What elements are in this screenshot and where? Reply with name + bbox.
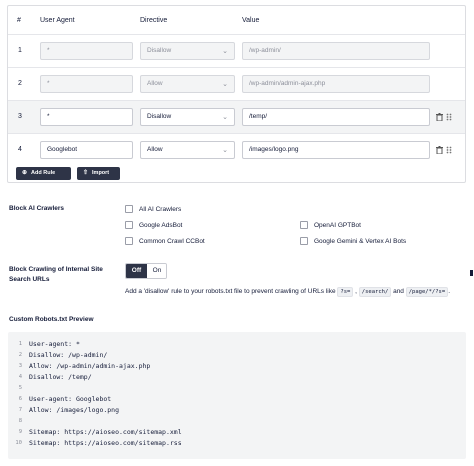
value-input[interactable]: /wp-admin/admin-ajax.php <box>242 75 430 93</box>
preview-line: 3 Allow: /wp-admin/admin-ajax.php <box>18 362 151 370</box>
edge-marker <box>470 270 473 276</box>
checkbox-icon <box>300 237 308 245</box>
row-number: 2 <box>18 80 22 87</box>
checkbox-icon <box>300 221 308 229</box>
checkbox-all-ai-crawlers[interactable]: All AI Crawlers <box>125 205 181 213</box>
directive-select[interactable]: Disallow ⌄ <box>140 42 235 60</box>
checkbox-icon <box>125 237 133 245</box>
user-agent-input[interactable]: Googlebot <box>40 141 133 159</box>
chevron-down-icon: ⌄ <box>222 114 228 121</box>
block-internal-search-label: Block Crawling of Internal Site <box>9 266 103 273</box>
col-directive-header: Directive <box>140 17 168 24</box>
directive-select[interactable]: Allow ⌄ <box>140 75 235 93</box>
preview-line: 10 Sitemap: https://aioseo.com/sitemap.rss <box>15 439 182 447</box>
drag-handle-icon[interactable] <box>446 113 452 123</box>
checkbox-google-gemini[interactable]: Google Gemini & Vertex AI Bots <box>300 237 406 245</box>
code-snippet: /page/*/?s= <box>406 287 448 297</box>
directive-select[interactable]: Allow ⌄ <box>140 141 235 159</box>
chevron-down-icon: ⌄ <box>222 81 228 88</box>
user-agent-input[interactable]: * <box>40 108 133 126</box>
table-header <box>8 6 465 35</box>
plus-circle-icon: ⊕ <box>22 170 28 176</box>
robots-rules-table <box>7 5 466 183</box>
preview-line: 5 <box>18 385 22 391</box>
drag-handle-icon[interactable] <box>446 146 452 156</box>
col-value-header: Value <box>242 17 260 24</box>
checkbox-google-adsbot[interactable]: Google AdsBot <box>125 221 182 229</box>
user-agent-input[interactable]: * <box>40 75 133 93</box>
internal-search-toggle[interactable] <box>125 263 167 279</box>
code-snippet: /search/ <box>359 287 392 297</box>
import-button[interactable]: ⇧ Import <box>77 167 120 180</box>
upload-icon: ⇧ <box>83 170 89 176</box>
checkbox-openai-gptbot[interactable]: OpenAI GPTBot <box>300 221 361 229</box>
internal-search-help: Add a 'disallow' rule to your robots.txt file to prevent crawling of URLs like ?s= , /search/ and /page/*/?s= . <box>125 288 450 295</box>
toggle-off-option[interactable]: Off <box>126 264 147 278</box>
table-row <box>8 35 465 68</box>
toggle-on-option[interactable]: On <box>147 264 167 278</box>
preview-line: 8 <box>18 418 22 424</box>
row-number: 4 <box>18 146 22 153</box>
value-input[interactable]: /temp/ <box>242 108 430 126</box>
table-row <box>8 134 465 167</box>
col-user-agent-header: User Agent <box>40 17 75 24</box>
row-number: 1 <box>18 47 22 54</box>
trash-icon[interactable] <box>436 146 443 156</box>
col-num-header: # <box>17 17 21 24</box>
table-row <box>8 68 465 101</box>
code-snippet: ?s= <box>337 287 353 297</box>
preview-line: 1 User-agent: * <box>18 340 80 348</box>
chevron-down-icon: ⌄ <box>222 147 228 154</box>
checkbox-common-crawl[interactable]: Common Crawl CCBot <box>125 237 205 245</box>
row-number: 3 <box>18 113 22 120</box>
chevron-down-icon: ⌄ <box>222 48 228 55</box>
preview-line: 4 Disallow: /temp/ <box>18 373 92 381</box>
preview-line: 6 User-agent: Googlebot <box>18 395 112 403</box>
user-agent-input[interactable]: * <box>40 42 133 60</box>
trash-icon[interactable] <box>436 113 443 123</box>
value-input[interactable]: /images/logo.png <box>242 141 430 159</box>
robots-preview <box>8 332 466 459</box>
robots-preview-label: Custom Robots.txt Preview <box>9 316 94 323</box>
block-ai-crawlers-label: Block AI Crawlers <box>9 205 65 212</box>
preview-line: 7 Allow: /images/logo.png <box>18 406 120 414</box>
value-input[interactable]: /wp-admin/ <box>242 42 430 60</box>
checkbox-icon <box>125 221 133 229</box>
preview-line: 2 Disallow: /wp-admin/ <box>18 351 108 359</box>
block-internal-search-label-2: Search URLs <box>9 276 50 283</box>
directive-select[interactable]: Disallow ⌄ <box>140 108 235 126</box>
preview-line: 9 Sitemap: https://aioseo.com/sitemap.xml <box>18 428 182 436</box>
table-row <box>8 101 465 134</box>
add-rule-button[interactable]: ⊕ Add Rule <box>16 167 71 180</box>
checkbox-icon <box>125 205 133 213</box>
